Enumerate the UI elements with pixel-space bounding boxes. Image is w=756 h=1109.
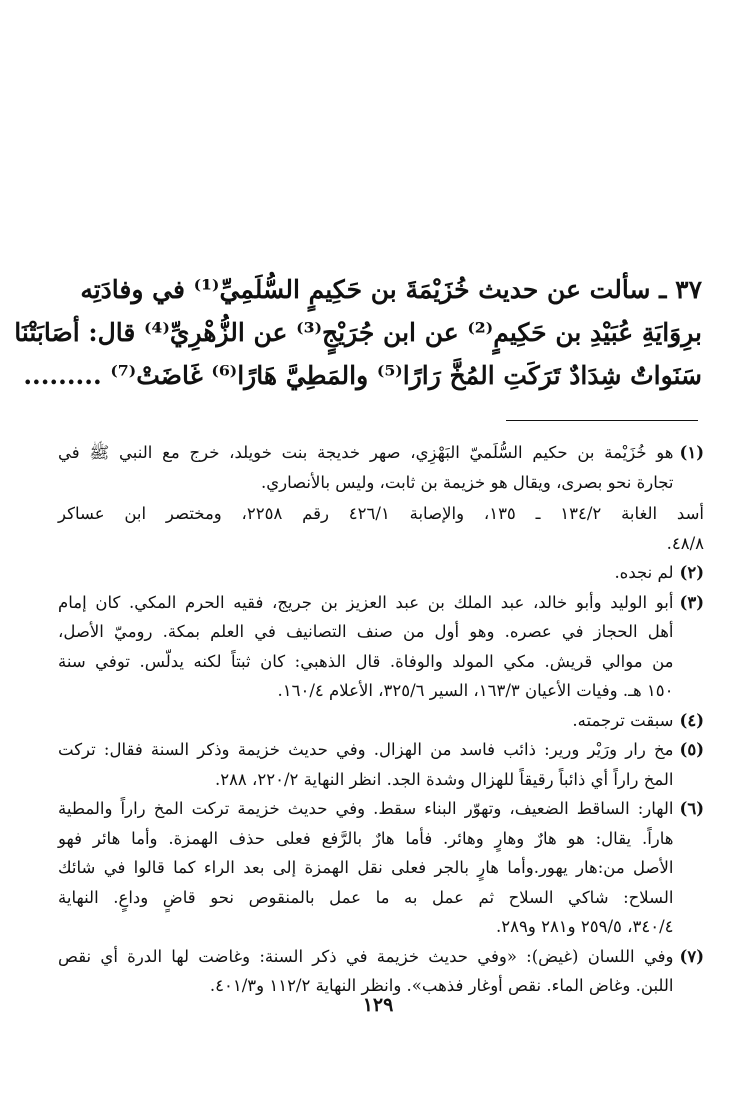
footnote-body bbox=[58, 942, 674, 1001]
footnote-line: اللبن. وغاض الماء. نقص أوغار فذهب». وانظر النهاية ١١٢/٢ و٤٠١/٣. bbox=[209, 976, 674, 995]
footnote-3 bbox=[58, 588, 704, 706]
source-line: أسد الغابة ١٣٤/٢ ـ ١٣٥، والإصابة ٤٢٦/١ رقم ٢٢٥٨، ومختصر ابن عساكر bbox=[58, 504, 704, 523]
footnote-number: (٦) bbox=[679, 799, 704, 818]
footnote-number: (٢) bbox=[679, 563, 704, 582]
footnote-7 bbox=[58, 942, 704, 1001]
main-text-line: برِوَايَةِ عُبَيْدِ بن حَكِيمٍ⁽²⁾ عن ابن جُرَيْجٍ⁽³⁾ عن الزُّهْرِيِّ⁽⁴⁾ قال: أصَابَتْنَا bbox=[14, 318, 702, 347]
footnote-body bbox=[58, 794, 674, 942]
footnote-number: (٧) bbox=[679, 946, 704, 966]
footnote-2 bbox=[58, 558, 704, 588]
footnote-line: هو خُزَيْمة بن حكيم السُّلَميّ البَهْزِي، صهر خديجة بنت خويلد، خرج مع النبي ﷺ في bbox=[58, 443, 674, 462]
footnote-line: المخ راراً أي ذائباً رقيقاً للهزال وشدة الجد. انظر النهاية ٢٢٠/٢، ٢٨٨. bbox=[214, 769, 674, 789]
footnote-line: هاراً. يقال: هو هارٌ وهارٍ وهائر. فأما هارٌ بالرَّفع فعلى حذف الهمزة. وأما هائر فهو bbox=[58, 828, 674, 848]
footnote-number: (٣) bbox=[679, 592, 704, 612]
footnote-line: لم نجده. bbox=[614, 563, 674, 582]
page-number: ١٢٩ bbox=[362, 994, 394, 1016]
source-line: ٤٨/٨. bbox=[666, 533, 704, 553]
footnote-body bbox=[58, 438, 674, 497]
footnote-line: ٣٤٠/٤، ٢٥٩/٥ و٢٨١ و٢٨٩. bbox=[496, 917, 674, 936]
footnote-body bbox=[58, 558, 674, 588]
footnote-line: السلاح: شاكي السلاح ثم عمل به ما عمل بالمنقوص نحو قاضٍ وداعٍ. النهاية bbox=[58, 887, 674, 907]
footnote-number: (٥) bbox=[679, 740, 704, 759]
footnote-separator bbox=[506, 420, 698, 421]
footnote-1 bbox=[58, 438, 704, 497]
footnote-1-sources bbox=[58, 499, 704, 558]
footnote-line: سبقت ترجمته. bbox=[572, 710, 674, 730]
main-text bbox=[14, 268, 702, 397]
footnotes bbox=[58, 438, 704, 1001]
footnote-body bbox=[58, 735, 674, 794]
footnote-line: الأصل من:هار يهور.وأما هارٍ بالجر فعلى نقل الهمزة إلى بعد الراء كما قالوا في شائك bbox=[58, 858, 674, 877]
footnote-line: مخ رار ورَيْر ورير: ذائب فاسد من الهزال. وفي حديث خزيمة وذكر السنة فقال: تركت bbox=[58, 740, 674, 759]
footnote-line: الهار: الساقط الضعيف، وتهوّر البناء سقط. وفي حديث خزيمة تركت المخ راراً والمطية bbox=[58, 799, 674, 818]
footnote-line: من موالي قريش. مكي المولد والوفاة. قال الذهبي: كان ثبتاً لكنه يدلّس. توفي سنة bbox=[58, 651, 674, 671]
footnote-line: أهل الحجاز في عصره. وهو أول من صنف التصانيف في العلم بمكة. روميّ الأصل، bbox=[58, 622, 674, 641]
footnote-body bbox=[58, 588, 674, 706]
footnote-line: وفي اللسان (غيض): «وفي حديث خزيمة في ذكر السنة: وغاضت لها الدرة أي نقص bbox=[58, 946, 674, 966]
footnote-line: ١٥٠ هـ. وفيات الأعيان ١٦٣/٣، السير ٣٢٥/٦، الأعلام ١٦٠/٤. bbox=[277, 681, 674, 700]
footnote-number: (١) bbox=[679, 443, 704, 462]
footnote-6 bbox=[58, 794, 704, 942]
main-text-line: ٣٧ ـ سألت عن حديث خُزَيْمَةَ بن حَكِيمٍ السُّلَمِيِّ⁽¹⁾ في وفادَتِه bbox=[80, 275, 702, 304]
footnote-line: تجارة نحو بصرى، ويقال هو خزيمة بن ثابت، وليس بالأنصاري. bbox=[260, 472, 674, 492]
footnote-4 bbox=[58, 706, 704, 736]
footnote-5 bbox=[58, 735, 704, 794]
footnote-body bbox=[58, 706, 674, 736]
main-text-line: سَنَواتٌ شِدَادٌ تَرَكَتِ المُخَّ رَارًا⁽⁵⁾ والمَطِيَّ هَارًا⁽⁶⁾ غَاضَتْ⁽⁷⁾ ......... bbox=[23, 361, 702, 390]
footnote-line: أبو الوليد وأبو خالد، عبد الملك بن عبد العزيز بن جريج، فقيه الحرم المكي. كان إمام bbox=[58, 592, 674, 612]
footnote-number: (٤) bbox=[679, 710, 704, 730]
